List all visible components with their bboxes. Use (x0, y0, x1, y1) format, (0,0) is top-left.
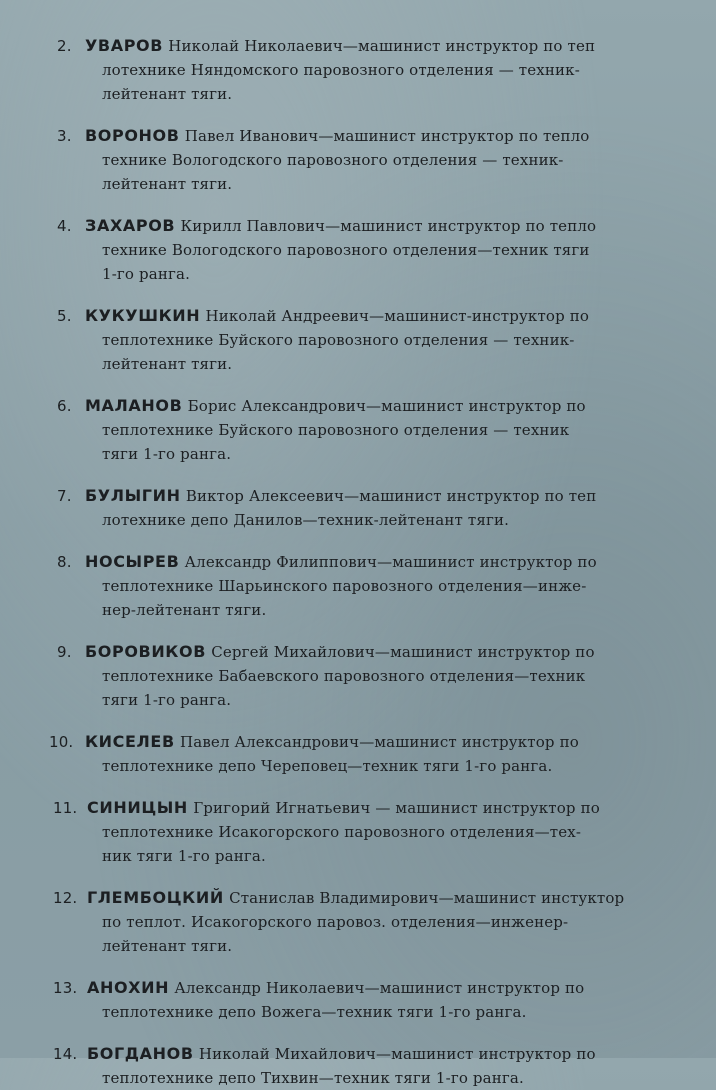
entry-number: 12. (53, 889, 78, 907)
entry-4 (0, 214, 688, 286)
entry-8 (0, 550, 688, 622)
entry-line-3: тяги 1-го ранга. (102, 445, 232, 463)
entry-line-1 (0, 550, 688, 574)
entry-5 (0, 304, 688, 376)
entry-line-3: 1-го ранга. (102, 265, 191, 283)
entry-7 (0, 484, 688, 532)
entry-line-3: лейтенант тяги. (102, 355, 233, 373)
entry-surname: ЗАХАРОВ (85, 216, 176, 235)
entry-text: Александр Николаевич—машинист инструктор по (174, 979, 585, 997)
entry-number: 3. (57, 127, 72, 145)
entry-9 (0, 640, 688, 712)
entry-line-3: лейтенант тяги. (102, 937, 233, 955)
entry-surname: СИНИЦЫН (87, 798, 188, 817)
entry-line-2: по теплот. Исакогорского паровоз. отделения—инженер- (102, 913, 569, 931)
entry-number: 2. (57, 37, 72, 55)
entry-number: 4. (57, 217, 72, 235)
entry-line-2: теплотехнике депо Череповец—техник тяги 1-го ранга. (102, 757, 553, 775)
entry-12 (0, 886, 688, 958)
entry-11 (0, 796, 688, 868)
entry-line-1 (0, 304, 688, 328)
entry-line-1 (0, 886, 688, 910)
entry-line-1 (0, 1042, 688, 1066)
entry-line-3: нер-лейтенант тяги. (102, 601, 267, 619)
entry-line-1 (0, 394, 688, 418)
entry-number: 11. (53, 799, 78, 817)
entry-line-2: лотехнике Няндомского паровозного отделения — техник- (102, 61, 580, 79)
entry-text: Виктор Алексеевич—машинист инструктор по теп (185, 487, 597, 505)
entry-line-3: лейтенант тяги. (102, 175, 233, 193)
entry-surname: БОРОВИКОВ (85, 642, 206, 661)
entry-line-2: теплотехнике депо Тихвин—техник тяги 1-го ранга. (102, 1069, 524, 1087)
entry-14 (0, 1042, 688, 1090)
entry-line-2: лотехнике депо Данилов—техник-лейтенант тяги. (102, 511, 510, 529)
entry-line-2: технике Вологодского паровозного отделения — техник- (102, 151, 564, 169)
entry-line-1 (0, 214, 688, 238)
entry-surname: УВАРОВ (85, 36, 164, 55)
entry-10 (0, 730, 688, 778)
entry-surname: БОГДАНОВ (87, 1044, 194, 1063)
entry-text: Борис Александрович—машинист инструктор по (187, 397, 586, 415)
entry-line-3: лейтенант тяги. (102, 85, 233, 103)
entry-line-1 (0, 796, 688, 820)
entry-line-2: теплотехнике Исакогорского паровозного отделения—тех- (102, 823, 582, 841)
entry-line-2: теплотехнике депо Вожега—техник тяги 1-го ранга. (102, 1003, 527, 1021)
entry-line-3: ник тяги 1-го ранга. (102, 847, 266, 865)
entry-text: Николай Андреевич—машинист-инструктор по (205, 307, 590, 325)
entry-surname: МАЛАНОВ (85, 396, 183, 415)
entry-text: Григорий Игнатьевич — машинист инструктор по (193, 799, 600, 817)
entry-3 (0, 124, 688, 196)
entry-number: 5. (57, 307, 72, 325)
entry-6 (0, 394, 688, 466)
entry-line-1 (0, 640, 688, 664)
entry-surname: КИСЕЛЕВ (85, 732, 175, 751)
entry-number: 13. (53, 979, 78, 997)
entry-number: 6. (57, 397, 72, 415)
entry-line-1 (0, 484, 688, 508)
entry-line-3: тяги 1-го ранга. (102, 691, 232, 709)
entry-line-1 (0, 124, 688, 148)
entry-surname: БУЛЫГИН (85, 486, 181, 505)
entry-2 (0, 34, 688, 106)
entry-text: Николай Николаевич—машинист инструктор по теп (168, 37, 596, 55)
entry-surname: НОСЫРЕВ (85, 552, 180, 571)
entry-text: Станислав Владимирович—машинист инстуктор (229, 889, 625, 907)
entry-line-1 (0, 976, 688, 1000)
entry-text: Николай Михайлович—машинист инструктор по (198, 1045, 596, 1063)
entry-13 (0, 976, 688, 1024)
entry-line-2: теплотехнике Бабаевского паровозного отделения—техник (102, 667, 586, 685)
entry-number: 10. (49, 733, 74, 751)
entry-number: 8. (57, 553, 72, 571)
entry-number: 7. (57, 487, 72, 505)
entry-line-2: технике Вологодского паровозного отделения—техник тяги (102, 241, 590, 259)
entry-text: Кирилл Павлович—машинист инструктор по тепло (180, 217, 597, 235)
entry-text: Александр Филиппович—машинист инструктор по (184, 553, 597, 571)
entry-text: Павел Александрович—машинист инструктор по (180, 733, 579, 751)
entry-surname: ВОРОНОВ (85, 126, 180, 145)
entry-line-2: теплотехнике Буйского паровозного отделения — техник- (102, 331, 575, 349)
entry-text: Павел Иванович—машинист инструктор по тепло (184, 127, 590, 145)
entry-surname: ГЛЕМБОЦКИЙ (87, 888, 224, 907)
entry-text: Сергей Михайлович—машинист инструктор по (211, 643, 595, 661)
entry-line-2: теплотехнике Шарьинского паровозного отделения—инже- (102, 577, 587, 595)
entry-number: 14. (53, 1045, 78, 1063)
entry-surname: АНОХИН (87, 978, 170, 997)
entry-line-2: теплотехнике Буйского паровозного отделения — техник (102, 421, 570, 439)
entry-line-1 (0, 730, 688, 754)
entry-line-1 (0, 34, 688, 58)
entry-number: 9. (57, 643, 72, 661)
entry-surname: КУКУШКИН (85, 306, 201, 325)
